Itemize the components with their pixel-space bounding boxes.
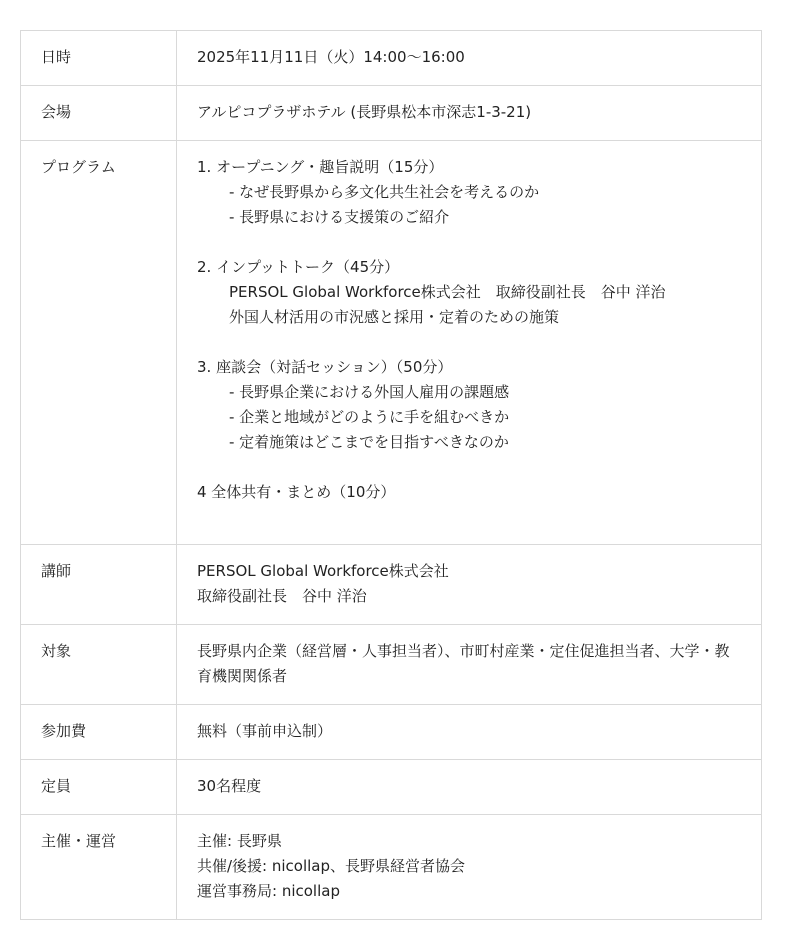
table-row-organizer [21,815,762,920]
label-target: 対象 [21,625,177,705]
spacer [197,230,741,255]
event-info-table [20,30,762,920]
lecturer-company: PERSOL Global Workforce株式会社 [197,562,449,580]
value-capacity: 30名程度 [177,760,762,815]
table-row-program [21,141,762,545]
program-section-3-item: - 長野県企業における外国人雇用の課題感 [229,383,510,401]
table-row-datetime [21,31,762,86]
organizer-cosponsor: 共催/後援: nicollap、長野県経営者協会 [197,857,466,875]
program-section-4-title: 4 全体共有・まとめ（10分） [197,483,396,501]
target-text: 長野県内企業（経営層・人事担当者）、市町村産業・定住促進担当者、大学・教育機関関係者 [197,642,730,685]
table-row-capacity [21,760,762,815]
label-datetime: 日時 [21,31,177,86]
value-program [177,141,762,545]
organizer-host: 主催: 長野県 [197,832,282,850]
spacer [197,330,741,355]
program-section-1-item: - 長野県における支援策のご紹介 [229,208,450,226]
event-info-panel [20,30,762,920]
table-row-venue [21,86,762,141]
label-organizer: 主催・運営 [21,815,177,920]
value-datetime: 2025年11月11日（火）14:00〜16:00 [177,31,762,86]
program-section-2-item: PERSOL Global Workforce株式会社 取締役副社長 谷中 洋治 [229,283,666,301]
program-section-1-item: - なぜ長野県から多文化共生社会を考えるのか [229,183,540,201]
program-section-2-title: 2. インプットトーク（45分） [197,258,400,276]
label-venue: 会場 [21,86,177,141]
label-capacity: 定員 [21,760,177,815]
table-row-fee [21,705,762,760]
value-target [177,625,762,705]
program-section-1-title: 1. オープニング・趣旨説明（15分） [197,158,444,176]
program-section-3-title: 3. 座談会（対話セッション）（50分） [197,358,453,376]
value-organizer [177,815,762,920]
lecturer-name: 取締役副社長 谷中 洋治 [197,587,367,605]
program-section-2-item: 外国人材活用の市況感と採用・定着のための施策 [229,308,560,326]
label-program: プログラム [21,141,177,545]
label-lecturer: 講師 [21,545,177,625]
organizer-secretariat: 運営事務局: nicollap [197,882,340,900]
table-row-lecturer [21,545,762,625]
label-fee: 参加費 [21,705,177,760]
program-section-3-item: - 定着施策はどこまでを目指すべきなのか [229,433,509,451]
program-section-3-item: - 企業と地域がどのように手を組むべきか [229,408,510,426]
value-venue: アルピコプラザホテル (長野県松本市深志1-3-21) [177,86,762,141]
spacer [197,455,741,480]
value-lecturer [177,545,762,625]
table-row-target [21,625,762,705]
value-fee: 無料（事前申込制） [177,705,762,760]
